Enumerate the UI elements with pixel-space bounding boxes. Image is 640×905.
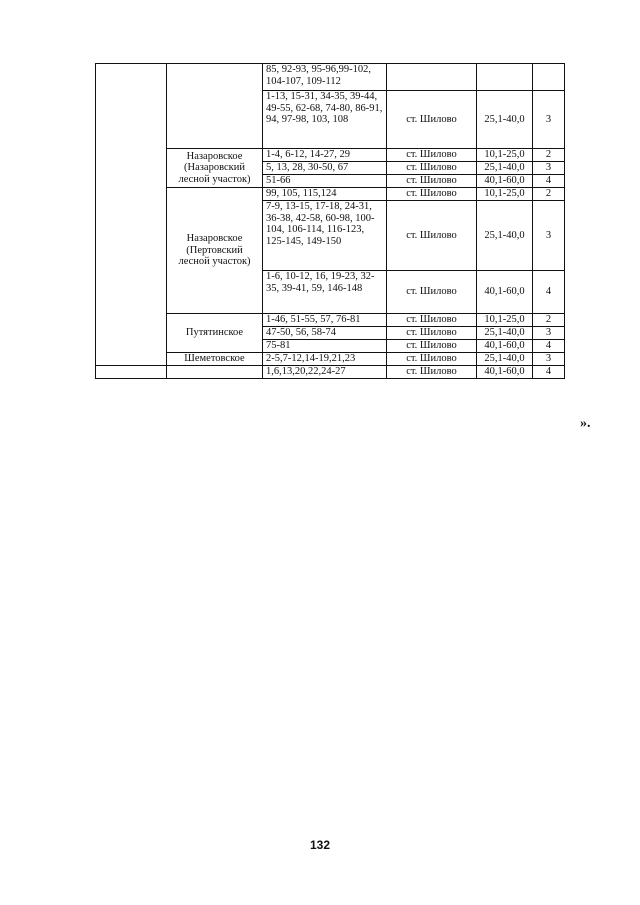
- quarters-cell: 47-50, 56, 58-74: [263, 327, 387, 340]
- forestry-name-cell: Назаровское (Пертовский лесной участок): [167, 188, 263, 314]
- district-cell: [96, 64, 167, 366]
- distance-range-cell: 25,1-40,0: [477, 327, 533, 340]
- distance-range-cell: 25,1-40,0: [477, 201, 533, 271]
- page-number: 132: [309, 838, 331, 852]
- class-cell: 3: [533, 91, 565, 149]
- quarters-cell: 99, 105, 115,124: [263, 188, 387, 201]
- station-cell: ст. Шилово: [387, 314, 477, 327]
- distance-range-cell: 10,1-25,0: [477, 188, 533, 201]
- class-cell: [533, 64, 565, 91]
- distance-range-cell: 10,1-25,0: [477, 314, 533, 327]
- quarters-cell: 1-13, 15-31, 34-35, 39-44, 49-55, 62-68, 74-80, 86-91, 94, 97-98, 103, 108: [263, 91, 387, 149]
- table-row: [96, 366, 565, 379]
- forestry-name-cell: Путятинское: [167, 314, 263, 353]
- closing-quote: ».: [580, 416, 591, 431]
- station-cell: ст. Шилово: [387, 149, 477, 162]
- distance-range-cell: 40,1-60,0: [477, 175, 533, 188]
- table-row: [96, 149, 565, 162]
- quarters-cell: 51-66: [263, 175, 387, 188]
- distance-range-cell: 40,1-60,0: [477, 340, 533, 353]
- distance-range-cell: 40,1-60,0: [477, 366, 533, 379]
- quarters-cell: 2-5,7-12,14-19,21,23: [263, 353, 387, 366]
- class-cell: 2: [533, 149, 565, 162]
- station-cell: ст. Шилово: [387, 188, 477, 201]
- station-cell: ст. Шилово: [387, 340, 477, 353]
- table-row: [96, 188, 565, 201]
- quarters-cell: 75-81: [263, 340, 387, 353]
- forestry-name-cell: Назаровское (Назаровский лесной участок): [167, 149, 263, 188]
- quarters-cell: 1-6, 10-12, 16, 19-23, 32-35, 39-41, 59, 146-148: [263, 271, 387, 314]
- forestry-name-cell: Шеметовское: [167, 353, 263, 366]
- class-cell: 4: [533, 271, 565, 314]
- station-cell: ст. Шилово: [387, 91, 477, 149]
- station-cell: ст. Шилово: [387, 162, 477, 175]
- district-cell: [96, 366, 167, 379]
- table-row: [96, 353, 565, 366]
- quarters-cell: 7-9, 13-15, 17-18, 24-31, 36-38, 42-58, 60-98, 100-104, 106-114, 116-123, 125-145, 149-150: [263, 201, 387, 271]
- distance-range-cell: 40,1-60,0: [477, 271, 533, 314]
- station-cell: ст. Шилово: [387, 353, 477, 366]
- station-cell: [387, 64, 477, 91]
- station-cell: ст. Шилово: [387, 201, 477, 271]
- station-cell: ст. Шилово: [387, 271, 477, 314]
- station-cell: ст. Шилово: [387, 327, 477, 340]
- quarters-cell: 85, 92-93, 95-96,99-102, 104-107, 109-112: [263, 64, 387, 91]
- forestry-cell: [167, 366, 263, 379]
- station-cell: ст. Шилово: [387, 175, 477, 188]
- class-cell: 3: [533, 353, 565, 366]
- class-cell: 3: [533, 327, 565, 340]
- station-cell: ст. Шилово: [387, 366, 477, 379]
- forestry-table: [95, 63, 565, 379]
- class-cell: 4: [533, 366, 565, 379]
- distance-range-cell: 25,1-40,0: [477, 91, 533, 149]
- class-cell: 4: [533, 340, 565, 353]
- distance-range-cell: 10,1-25,0: [477, 149, 533, 162]
- quarters-cell: 1-4, 6-12, 14-27, 29: [263, 149, 387, 162]
- quarters-cell: 1-46, 51-55, 57, 76-81: [263, 314, 387, 327]
- distance-range-cell: 25,1-40,0: [477, 162, 533, 175]
- class-cell: 2: [533, 188, 565, 201]
- class-cell: 2: [533, 314, 565, 327]
- distance-range-cell: [477, 64, 533, 91]
- class-cell: 3: [533, 162, 565, 175]
- distance-range-cell: 25,1-40,0: [477, 353, 533, 366]
- class-cell: 4: [533, 175, 565, 188]
- quarters-cell: 1,6,13,20,22,24-27: [263, 366, 387, 379]
- table-row: [96, 64, 565, 91]
- forestry-cell: [167, 64, 263, 149]
- quarters-cell: 5, 13, 28, 30-50, 67: [263, 162, 387, 175]
- class-cell: 3: [533, 201, 565, 271]
- table-row: [96, 314, 565, 327]
